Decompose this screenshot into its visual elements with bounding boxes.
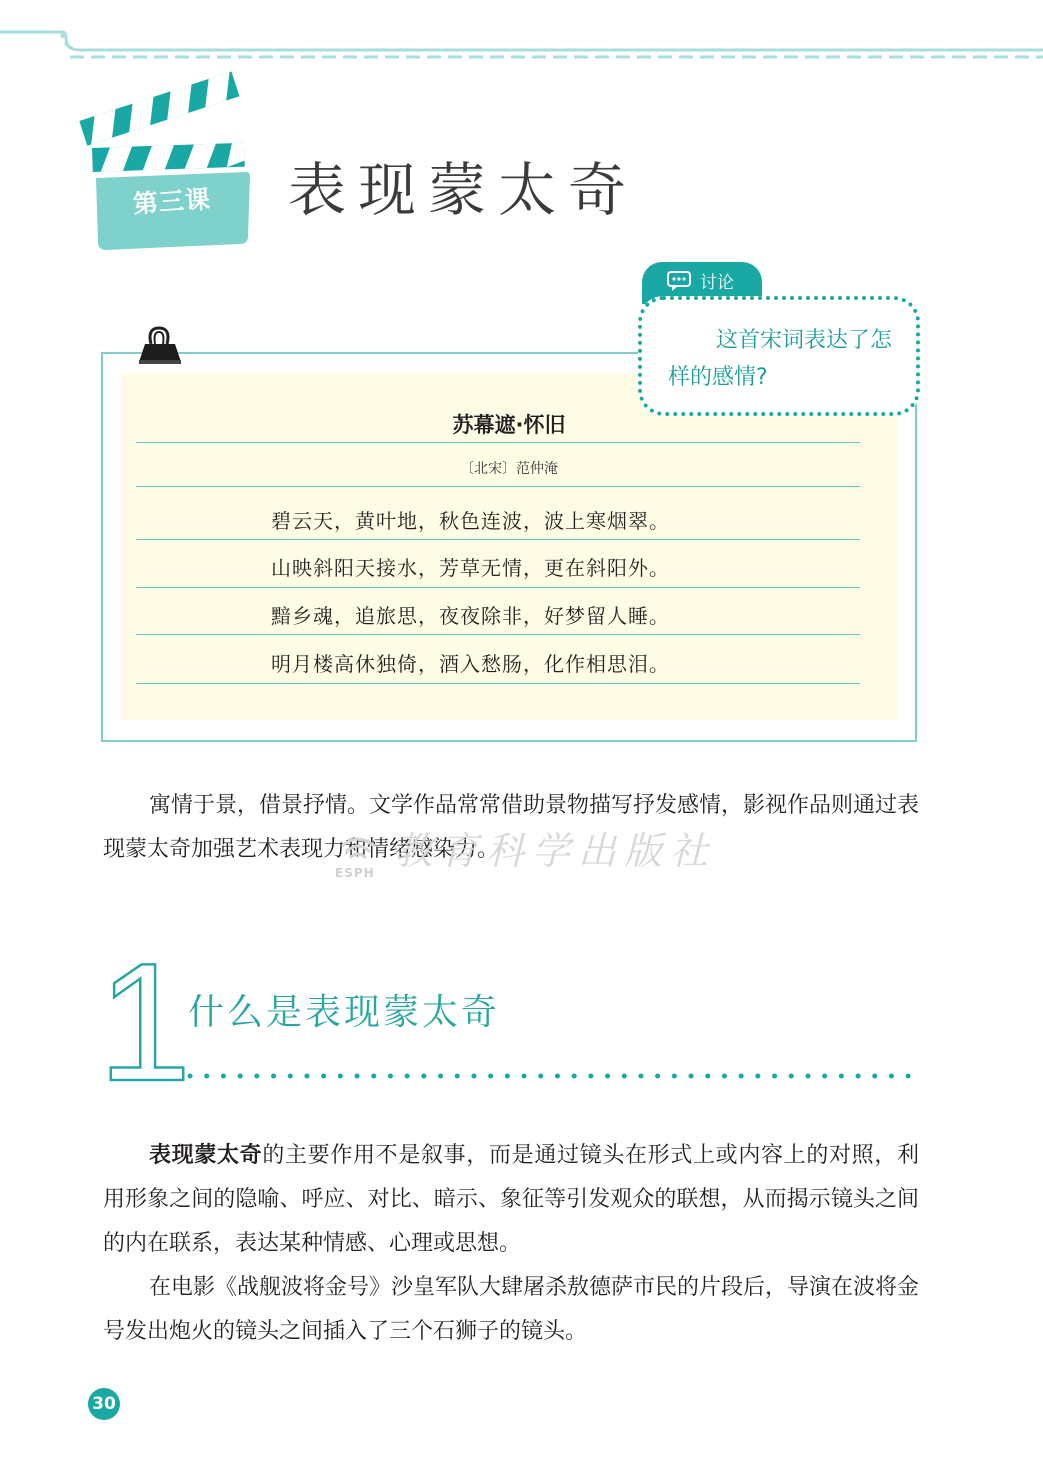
- lesson-title: 表现蒙太奇: [288, 156, 639, 224]
- paragraph-text: 的主要作用不是叙事，而是通过镜头在形式上或内容上的对照，利用形象之间的隐喻、呼应、对比、暗示、象征等引发观众的联想，从而揭示镜头之间的内在联系，表达某种情感、心理或思想。: [103, 1143, 919, 1256]
- poem-rule: [136, 539, 860, 540]
- body-paragraph-2: 在电影《战舰波将金号》沙皇军队大肆屠杀敖德萨市民的片段后，导演在波将金号发出炮火的镜头之间插入了三个石狮子的镜头。: [103, 1275, 920, 1344]
- section-divider-dots: [186, 1070, 922, 1082]
- lesson-label: 第三课: [132, 184, 212, 219]
- binder-clip-icon: [137, 324, 183, 366]
- body-paragraph-1: [103, 1134, 919, 1266]
- poem-rule: [136, 587, 860, 588]
- section-title: 什么是表现蒙太奇: [188, 992, 501, 1033]
- poem-rule: [136, 442, 860, 443]
- chat-bubble-icon: [666, 270, 692, 292]
- poem-verse: 黯乡魂，追旅思，夜夜除非，好梦留人睡。: [271, 604, 670, 628]
- top-border-decoration: [0, 0, 1043, 70]
- intro-paragraph: 寓情于景，借景抒情。文学作品常常借助景物描写抒发感情，影视作品则通过表现蒙太奇加强艺术表现力和情绪感染力。: [103, 793, 920, 862]
- poem-verse: 山映斜阳天接水，芳草无情，更在斜阳外。: [271, 556, 670, 580]
- section-number: [96, 928, 192, 1116]
- discussion-label: 讨论: [700, 273, 734, 293]
- page-number: 30: [88, 1388, 120, 1420]
- poem-rule: [136, 486, 860, 487]
- section-number-text: 1: [98, 928, 192, 1116]
- clapperboard-icon: [80, 88, 255, 260]
- poem-verse: 明月楼高休独倚，酒入愁肠，化作相思泪。: [271, 652, 670, 676]
- poem-rule: [136, 683, 860, 684]
- poem-title: 苏幕遮·怀旧: [452, 413, 566, 437]
- poem-rule: [136, 634, 860, 635]
- poem-verse: 碧云天，黄叶地，秋色连波，波上寒烟翠。: [271, 509, 670, 533]
- publisher-logo-icon: [338, 828, 378, 862]
- watermark-text: 教育科学出版社: [394, 829, 717, 873]
- watermark-code: ESPH: [335, 866, 375, 880]
- poem-author: 〔北宋〕范仲淹: [460, 461, 558, 477]
- discussion-question: 这首宋词表达了怎样的感情?: [668, 328, 893, 390]
- key-term: 表现蒙太奇: [149, 1143, 263, 1168]
